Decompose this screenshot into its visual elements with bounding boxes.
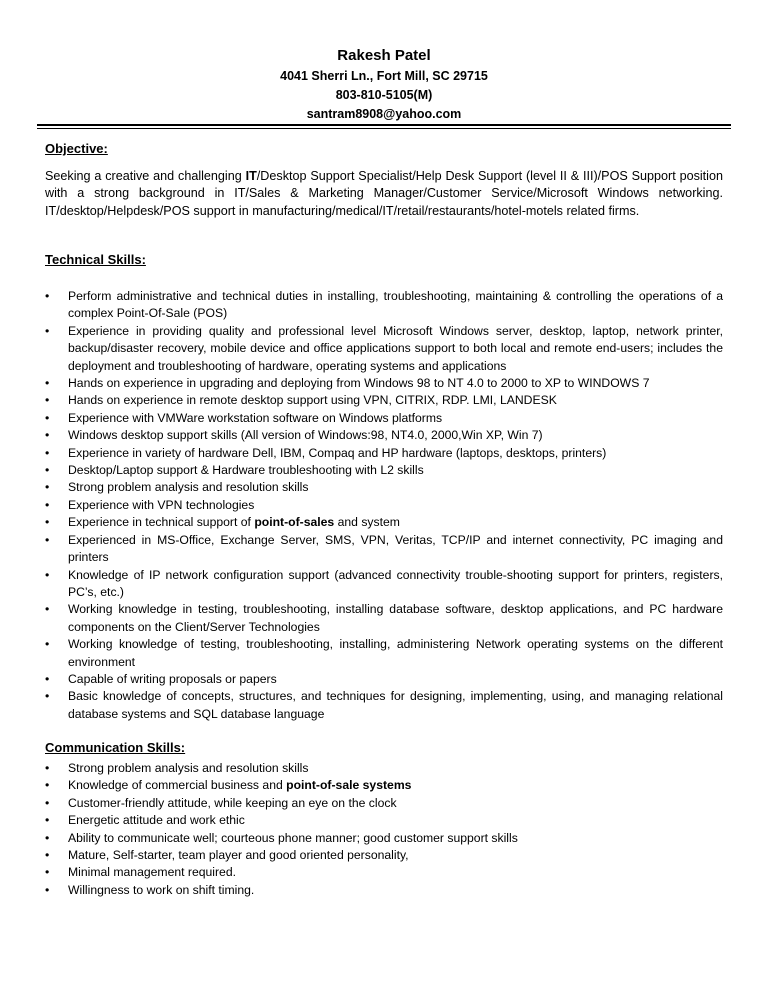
list-item <box>45 688 723 723</box>
bullet-icon: • <box>45 848 50 863</box>
list-item-text: Experienced in MS-Office, Exchange Server, SMS, VPN, Veritas, TCP/IP and internet connectivity, PC imaging and printers <box>68 532 723 565</box>
list-item <box>45 427 723 444</box>
list-item-text: Experience in variety of hardware Dell, IBM, Compaq and HP hardware (laptops, desktops, printers) <box>68 445 607 460</box>
list-item <box>45 795 723 812</box>
list-item-text: Willingness to work on shift timing. <box>68 882 255 897</box>
list-item-text: Mature, Self-starter, team player and good oriented personality, <box>68 848 409 863</box>
list-item <box>45 777 723 794</box>
list-item-text: Strong problem analysis and resolution skills <box>68 480 309 495</box>
objective-heading: Objective: <box>45 141 108 156</box>
bullet-icon: • <box>45 761 50 775</box>
communication-skills-list <box>45 760 723 899</box>
bullet-icon: • <box>45 289 50 303</box>
list-item-text: Customer-friendly attitude, while keeping an eye on the clock <box>68 795 397 810</box>
list-item <box>45 497 723 514</box>
candidate-name: Rakesh Patel <box>337 47 431 64</box>
list-item <box>45 760 723 777</box>
list-item-text: Working knowledge of testing, troubleshooting, installing, administering Network operating systems on the different environment <box>68 637 723 669</box>
list-item <box>45 601 723 636</box>
bullet-icon: • <box>45 515 50 530</box>
bullet-icon: • <box>45 567 50 582</box>
list-item <box>45 847 723 864</box>
list-item <box>45 567 723 602</box>
bullet-icon: • <box>45 532 50 547</box>
bullet-icon: • <box>45 497 50 512</box>
technical-skills-list <box>45 288 723 723</box>
list-item <box>45 375 723 392</box>
list-item-text-bold: point-of-sale systems <box>286 778 412 793</box>
email-address: santram8908@yahoo.com <box>306 107 462 121</box>
list-item <box>45 410 723 427</box>
header-divider-thick <box>37 124 731 126</box>
list-item-text: Hands on experience in remote desktop support using VPN, CITRIX, RDP. LMI, LANDESK <box>68 393 557 408</box>
bullet-icon: • <box>45 637 50 652</box>
bullet-icon: • <box>45 463 50 478</box>
list-item <box>45 532 723 567</box>
bullet-icon: • <box>45 480 50 495</box>
list-item-text: Ability to communicate well; courteous phone manner; good customer support skills <box>68 830 518 845</box>
header-divider-thin <box>37 128 731 129</box>
bullet-icon: • <box>45 830 50 845</box>
bullet-icon: • <box>45 689 50 704</box>
list-item-text: and system <box>334 515 400 530</box>
list-item-text: Basic knowledge of concepts, structures, and techniques for designing, implementing, using, and managing relational database systems and SQL database language <box>68 689 723 721</box>
list-item-text: Capable of writing proposals or papers <box>68 671 277 686</box>
list-item <box>45 882 723 899</box>
list-item <box>45 288 723 323</box>
bullet-icon: • <box>45 813 50 828</box>
list-item-text: Experience in providing quality and professional level Microsoft Windows server, desktop, laptop, network printer, backup/disaster recovery, mobile device and office applications support to both local and remote end-users; includes the deployment and troubleshooting of hardware, operating systems and applications <box>68 323 723 373</box>
bullet-icon: • <box>45 602 50 617</box>
list-item-text: Experience with VMWare workstation software on Windows platforms <box>68 410 443 425</box>
objective-text <box>45 168 723 220</box>
bullet-icon: • <box>45 778 50 793</box>
list-item <box>45 812 723 829</box>
bullet-icon: • <box>45 323 50 338</box>
objective-text-part: Seeking a creative and challenging <box>45 169 246 183</box>
list-item-text: Perform administrative and technical duties in installing, troubleshooting, maintaining & controlling the operations of a complex Point-Of-Sale (POS) <box>68 289 723 321</box>
list-item <box>45 462 723 479</box>
list-item <box>45 671 723 688</box>
list-item-text-bold: point-of-sales <box>254 515 335 530</box>
communication-skills-heading: Communication Skills: <box>45 740 186 755</box>
list-item-text: Energetic attitude and work ethic <box>68 813 245 828</box>
objective-text-bold: IT <box>245 169 257 183</box>
list-item-text: Experience in technical support of <box>68 515 255 530</box>
list-item-text: Working knowledge in testing, troubleshooting, installing database software, desktop applications, and PC hardware components on the Client/Server Technologies <box>68 602 723 634</box>
list-item <box>45 864 723 881</box>
list-item-text: Knowledge of IP network configuration support (advanced connectivity trouble-shooting support for printers, registers, PC’s, etc.) <box>68 567 723 599</box>
phone-number: 803-810-5105(M) <box>335 88 433 102</box>
bullet-icon: • <box>45 428 50 443</box>
bullet-icon: • <box>45 393 50 408</box>
list-item-text: Desktop/Laptop support & Hardware troubleshooting with L2 skills <box>68 463 424 478</box>
list-item-text: Experience with VPN technologies <box>68 497 255 512</box>
list-item <box>45 445 723 462</box>
list-item-text: Minimal management required. <box>68 865 236 880</box>
address: 4041 Sherri Ln., Fort Mill, SC 29715 <box>280 69 488 83</box>
technical-skills-heading: Technical Skills: <box>45 252 146 267</box>
list-item-text: Strong problem analysis and resolution skills <box>68 761 309 775</box>
list-item <box>45 636 723 671</box>
list-item <box>45 392 723 409</box>
bullet-icon: • <box>45 795 50 810</box>
list-item <box>45 514 723 531</box>
bullet-icon: • <box>45 865 50 880</box>
bullet-icon: • <box>45 376 50 391</box>
list-item-text: Hands on experience in upgrading and deploying from Windows 98 to NT 4.0 to 2000 to XP to WINDOWS 7 <box>68 376 650 391</box>
list-item <box>45 479 723 496</box>
bullet-icon: • <box>45 445 50 460</box>
objective-text-part: /Desktop Support Specialist/Help Desk Support (level II & III)/POS Support position with a strong background in IT/Sales & Marketing Manager/Customer Service/Microsoft Windows networking. IT/desktop/Helpdesk/POS support in manufacturing/medical/IT/retail/restaurants/hotel-motels related firms. <box>45 169 723 218</box>
list-item <box>45 323 723 375</box>
bullet-icon: • <box>45 671 50 686</box>
list-item <box>45 830 723 847</box>
bullet-icon: • <box>45 410 50 425</box>
list-item-text: Windows desktop support skills (All version of Windows:98, NT4.0, 2000,Win XP, Win 7) <box>68 428 543 443</box>
list-item-text: Knowledge of commercial business and <box>68 778 287 793</box>
bullet-icon: • <box>45 882 50 897</box>
